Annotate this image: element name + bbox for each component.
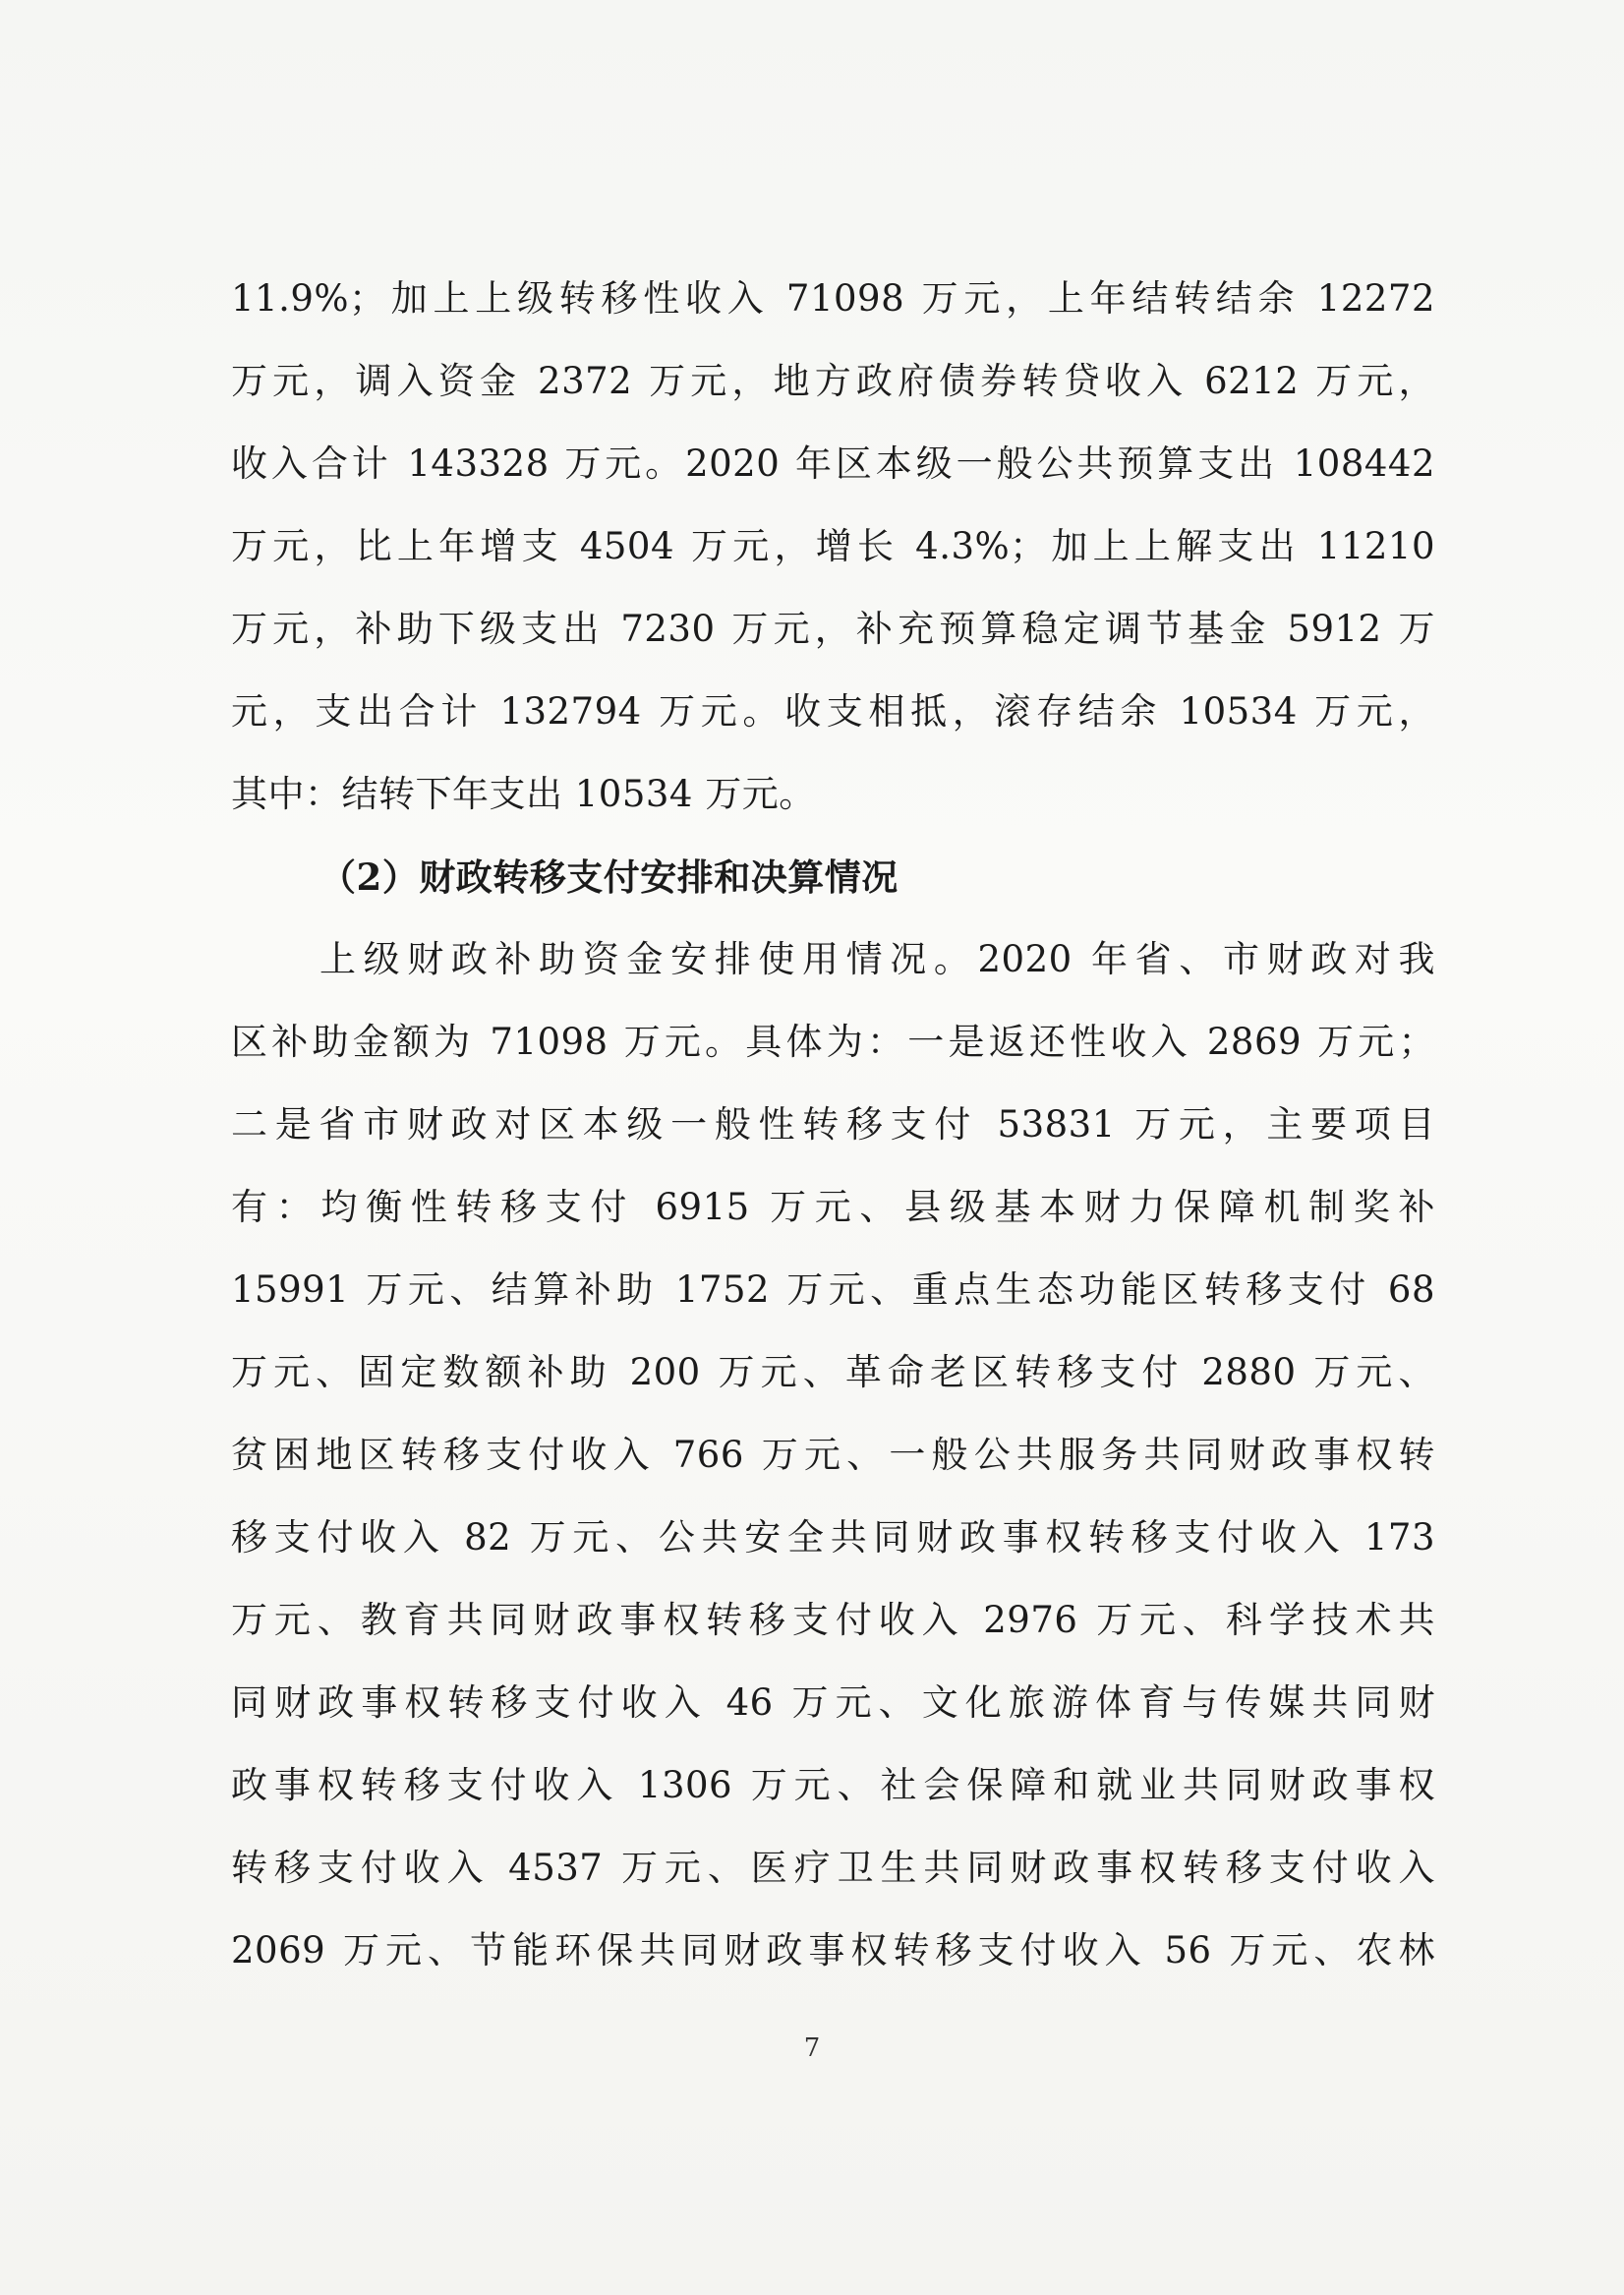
body-line: 移支付收入 82 万元、公共安全共同财政事权转移支付收入 173 xyxy=(231,1516,1435,1559)
body-line: 万元、固定数额补助 200 万元、革命老区转移支付 2880 万元、 xyxy=(231,1351,1435,1393)
body-line: 元，支出合计 132794 万元。收支相抵，滚存结余 10534 万元， xyxy=(231,690,1435,733)
body-line: 二是省市财政对区本级一般性转移支付 53831 万元，主要项目 xyxy=(231,1103,1435,1146)
body-line: 其中：结转下年支出 10534 万元。 xyxy=(231,773,816,815)
body-line: 同财政事权转移支付收入 46 万元、文化旅游体育与传媒共同财 xyxy=(231,1681,1435,1724)
body-line: 万元，调入资金 2372 万元，地方政府债券转贷收入 6212 万元， xyxy=(231,360,1435,402)
body-line: 11.9%；加上上级转移性收入 71098 万元，上年结转结余 12272 xyxy=(231,277,1435,320)
body-line: 上级财政补助资金安排使用情况。2020 年省、市财政对我 xyxy=(319,938,1435,980)
body-line: 贫困地区转移支付收入 766 万元、一般公共服务共同财政事权转 xyxy=(231,1434,1435,1476)
body-line: 万元，比上年增支 4504 万元，增长 4.3%；加上上解支出 11210 xyxy=(231,525,1435,567)
body-line: 收入合计 143328 万元。2020 年区本级一般公共预算支出 108442 xyxy=(231,442,1435,485)
document-body xyxy=(231,258,1435,1992)
body-line: 转移支付收入 4537 万元、医疗卫生共同财政事权转移支付收入 xyxy=(231,1847,1435,1889)
body-line: 万元、教育共同财政事权转移支付收入 2976 万元、科学技术共 xyxy=(231,1599,1435,1641)
body-line: 有：均衡性转移支付 6915 万元、县级基本财力保障机制奖补 xyxy=(231,1186,1435,1228)
page-number: 7 xyxy=(803,2033,821,2063)
body-line: 区补助金额为 71098 万元。具体为：一是返还性收入 2869 万元； xyxy=(231,1021,1435,1063)
body-line: 15991 万元、结算补助 1752 万元、重点生态功能区转移支付 68 xyxy=(231,1268,1435,1311)
body-line: 万元，补助下级支出 7230 万元，补充预算稳定调节基金 5912 万 xyxy=(231,608,1435,650)
body-line: 政事权转移支付收入 1306 万元、社会保障和就业共同财政事权 xyxy=(231,1764,1435,1806)
body-line: 2069 万元、节能环保共同财政事权转移支付收入 56 万元、农林 xyxy=(231,1929,1435,1971)
section-heading: （2）财政转移支付安排和决算情况 xyxy=(319,855,899,899)
